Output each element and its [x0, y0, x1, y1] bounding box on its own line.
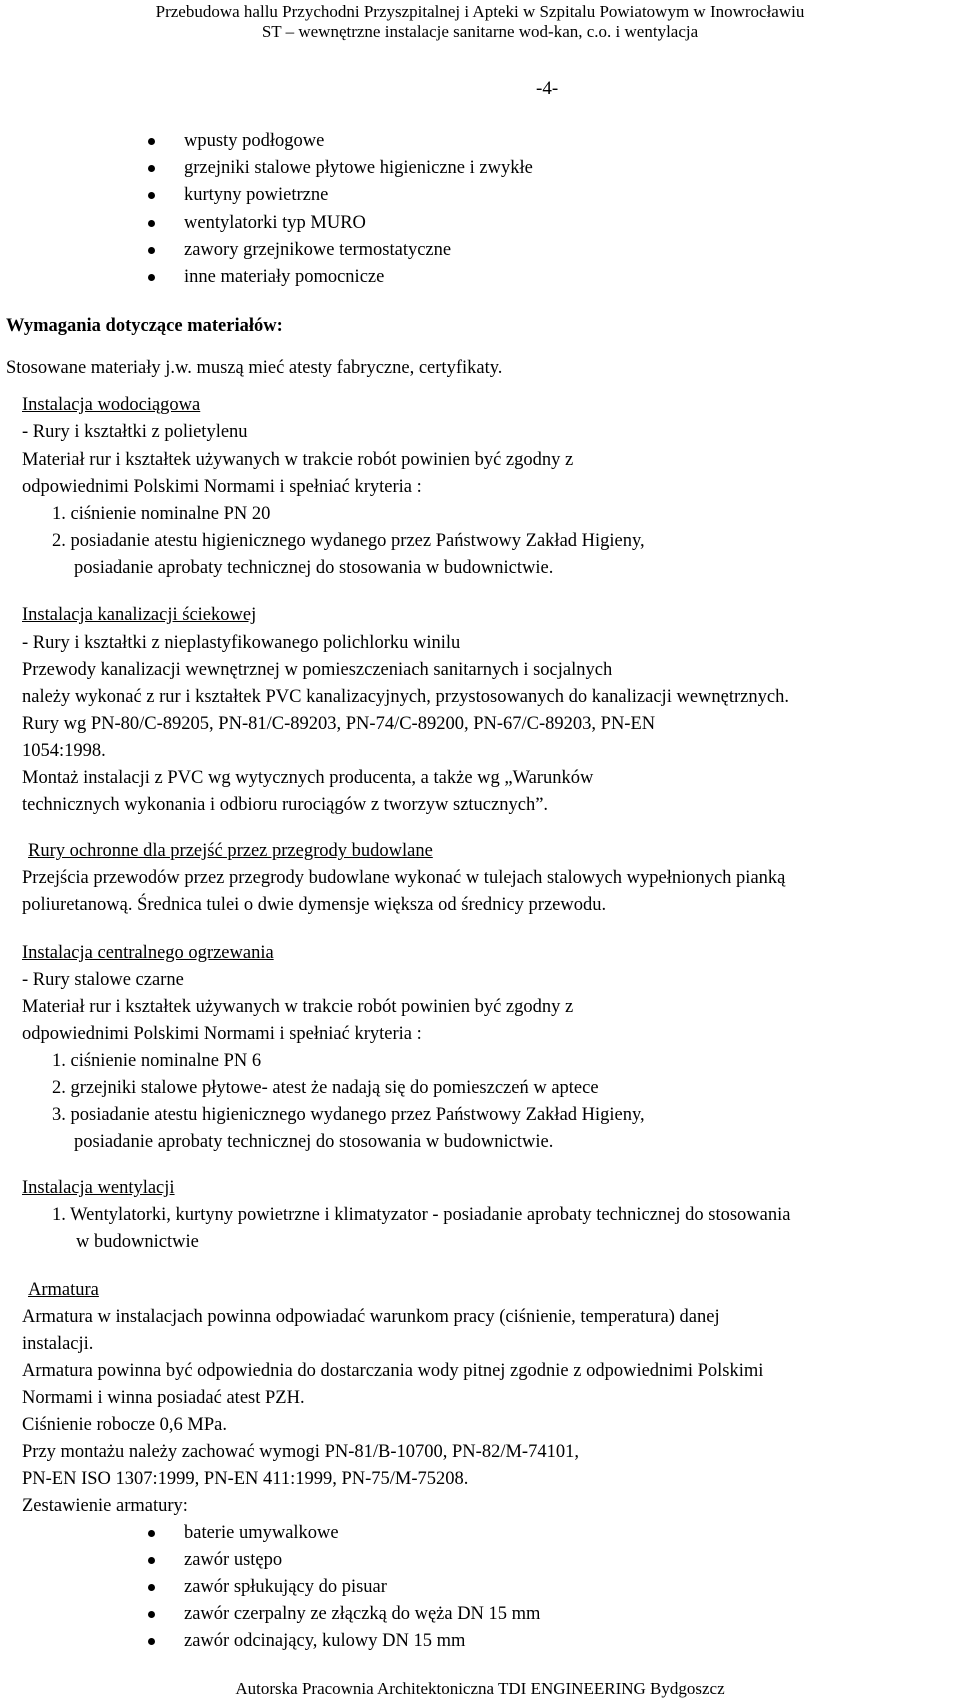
- water-criterion-2b: posiadanie aprobaty technicznej do stosowania w budownictwie.: [74, 558, 554, 578]
- list-item: wpusty podłogowe: [184, 131, 325, 151]
- heating-heading: Instalacja centralnego ogrzewania: [22, 943, 274, 963]
- heating-item: - Rury stalowe czarne: [22, 970, 184, 990]
- list-item: wentylatorki typ MURO: [184, 213, 366, 233]
- sewer-text-3: Rury wg PN-80/C-89205, PN-81/C-89203, PN-74/C-89200, PN-67/C-89203, PN-EN: [22, 714, 656, 734]
- vent-criterion-1b: w budownictwie: [76, 1232, 199, 1252]
- list-item: kurtyny powietrzne: [184, 185, 329, 205]
- fittings-text-8: Zestawienie armatury:: [22, 1496, 188, 1516]
- bullet-icon: [148, 274, 155, 281]
- requirements-intro: Stosowane materiały j.w. muszą mieć atesty fabryczne, certyfikaty.: [6, 358, 503, 378]
- water-text-2: odpowiednimi Polskimi Normami i spełniać kryteria :: [22, 477, 422, 497]
- header-line-2: ST – wewnętrzne instalacje sanitarne wod-kan, c.o. i wentylacja: [261, 22, 699, 41]
- fittings-heading: Armatura: [28, 1280, 99, 1300]
- heating-criterion-1: 1. ciśnienie nominalne PN 6: [52, 1051, 262, 1071]
- list-item: zawór odcinający, kulowy DN 15 mm: [184, 1631, 466, 1651]
- water-text-1: Materiał rur i kształtek używanych w trakcie robót powinien być zgodny z: [22, 450, 574, 470]
- heating-criterion-2: 2. grzejniki stalowe płytowe- atest że nadają się do pomieszczeń w aptece: [52, 1078, 599, 1098]
- fittings-text-1: Armatura w instalacjach powinna odpowiadać warunkom pracy (ciśnienie, temperatura) danej: [22, 1307, 720, 1327]
- water-heading: Instalacja wodociągowa: [22, 395, 201, 415]
- water-item: - Rury i kształtki z polietylenu: [22, 422, 248, 442]
- requirements-heading: Wymagania dotyczące materiałów:: [6, 316, 283, 336]
- sewer-text-5: Montaż instalacji z PVC wg wytycznych producenta, a także wg „Warunków: [22, 768, 594, 788]
- fittings-text-3: Armatura powinna być odpowiednia do dostarczania wody pitnej zgodnie z odpowiednimi Polskimi: [22, 1361, 764, 1381]
- sleeves-text-1: Przejścia przewodów przez przegrody budowlane wykonać w tulejach stalowych wypełnionych pianką: [22, 868, 786, 888]
- fittings-text-6: Przy montażu należy zachować wymogi PN-81/B-10700, PN-82/M-74101,: [22, 1442, 579, 1462]
- water-criterion-1: 1. ciśnienie nominalne PN 20: [52, 504, 271, 524]
- heating-text-2: odpowiednimi Polskimi Normami i spełniać kryteria :: [22, 1024, 422, 1044]
- list-item: zawór czerpalny ze złączką do węża DN 15 mm: [184, 1604, 541, 1624]
- heating-criterion-3b: posiadanie aprobaty technicznej do stosowania w budownictwie.: [74, 1132, 554, 1152]
- sleeves-text-2: poliuretanową. Średnica tulei o dwie dymensje większa od średnicy przewodu.: [22, 895, 607, 915]
- bullet-icon: [148, 1584, 155, 1591]
- sewer-text-6: technicznych wykonania i odbioru rurociągów z tworzyw sztucznych”.: [22, 795, 549, 815]
- vent-heading: Instalacja wentylacji: [22, 1178, 175, 1198]
- bullet-icon: [148, 247, 155, 254]
- list-item: inne materiały pomocnicze: [184, 267, 385, 287]
- fittings-text-7: PN-EN ISO 1307:1999, PN-EN 411:1999, PN-75/M-75208.: [22, 1469, 469, 1489]
- bullet-icon: [148, 1611, 155, 1618]
- list-item: baterie umywalkowe: [184, 1523, 339, 1543]
- sewer-heading: Instalacja kanalizacji ściekowej: [22, 605, 257, 625]
- bullet-icon: [148, 1638, 155, 1645]
- sleeves-heading: Rury ochronne dla przejść przez przegrody budowlane: [28, 841, 433, 861]
- sewer-text-1: Przewody kanalizacji wewnętrznej w pomieszczeniach sanitarnych i socjalnych: [22, 660, 613, 680]
- sewer-text-2: należy wykonać z rur i kształtek PVC kanalizacyjnych, przystosowanych do kanalizacji wewnętrznych.: [22, 687, 789, 707]
- bullet-icon: [148, 1530, 155, 1537]
- fittings-text-4: Normami i winna posiadać atest PZH.: [22, 1388, 305, 1408]
- bullet-icon: [148, 1557, 155, 1564]
- document-footer: Autorska Pracownia Architektoniczna TDI ENGINEERING Bydgoszcz: [235, 1679, 725, 1698]
- bullet-icon: [148, 165, 155, 172]
- fittings-text-5: Ciśnienie robocze 0,6 MPa.: [22, 1415, 227, 1435]
- sewer-text-4: 1054:1998.: [22, 741, 106, 761]
- header-line-1: Przebudowa hallu Przychodni Przyszpitalnej i Apteki w Szpitalu Powiatowym w Inowrocławiu: [155, 2, 805, 21]
- bullet-icon: [148, 138, 155, 145]
- page-number: -4-: [536, 78, 559, 99]
- heating-text-1: Materiał rur i kształtek używanych w trakcie robót powinien być zgodny z: [22, 997, 574, 1017]
- heating-criterion-3: 3. posiadanie atestu higienicznego wydanego przez Państwowy Zakład Higieny,: [52, 1105, 645, 1125]
- list-item: grzejniki stalowe płytowe higieniczne i zwykłe: [184, 158, 533, 178]
- sewer-item: - Rury i kształtki z nieplastyfikowanego polichlorku winilu: [22, 633, 461, 653]
- list-item: zawory grzejnikowe termostatyczne: [184, 240, 452, 260]
- document-header: [0, 2, 960, 42]
- fittings-text-2: instalacji.: [22, 1334, 94, 1354]
- bullet-icon: [148, 192, 155, 199]
- bullet-icon: [148, 220, 155, 227]
- vent-criterion-1: 1. Wentylatorki, kurtyny powietrzne i klimatyzator - posiadanie aprobaty technicznej do stosowania: [52, 1205, 791, 1225]
- list-item: zawór spłukujący do pisuar: [184, 1577, 387, 1597]
- list-item: zawór ustępo: [184, 1550, 283, 1570]
- water-criterion-2: 2. posiadanie atestu higienicznego wydanego przez Państwowy Zakład Higieny,: [52, 531, 645, 551]
